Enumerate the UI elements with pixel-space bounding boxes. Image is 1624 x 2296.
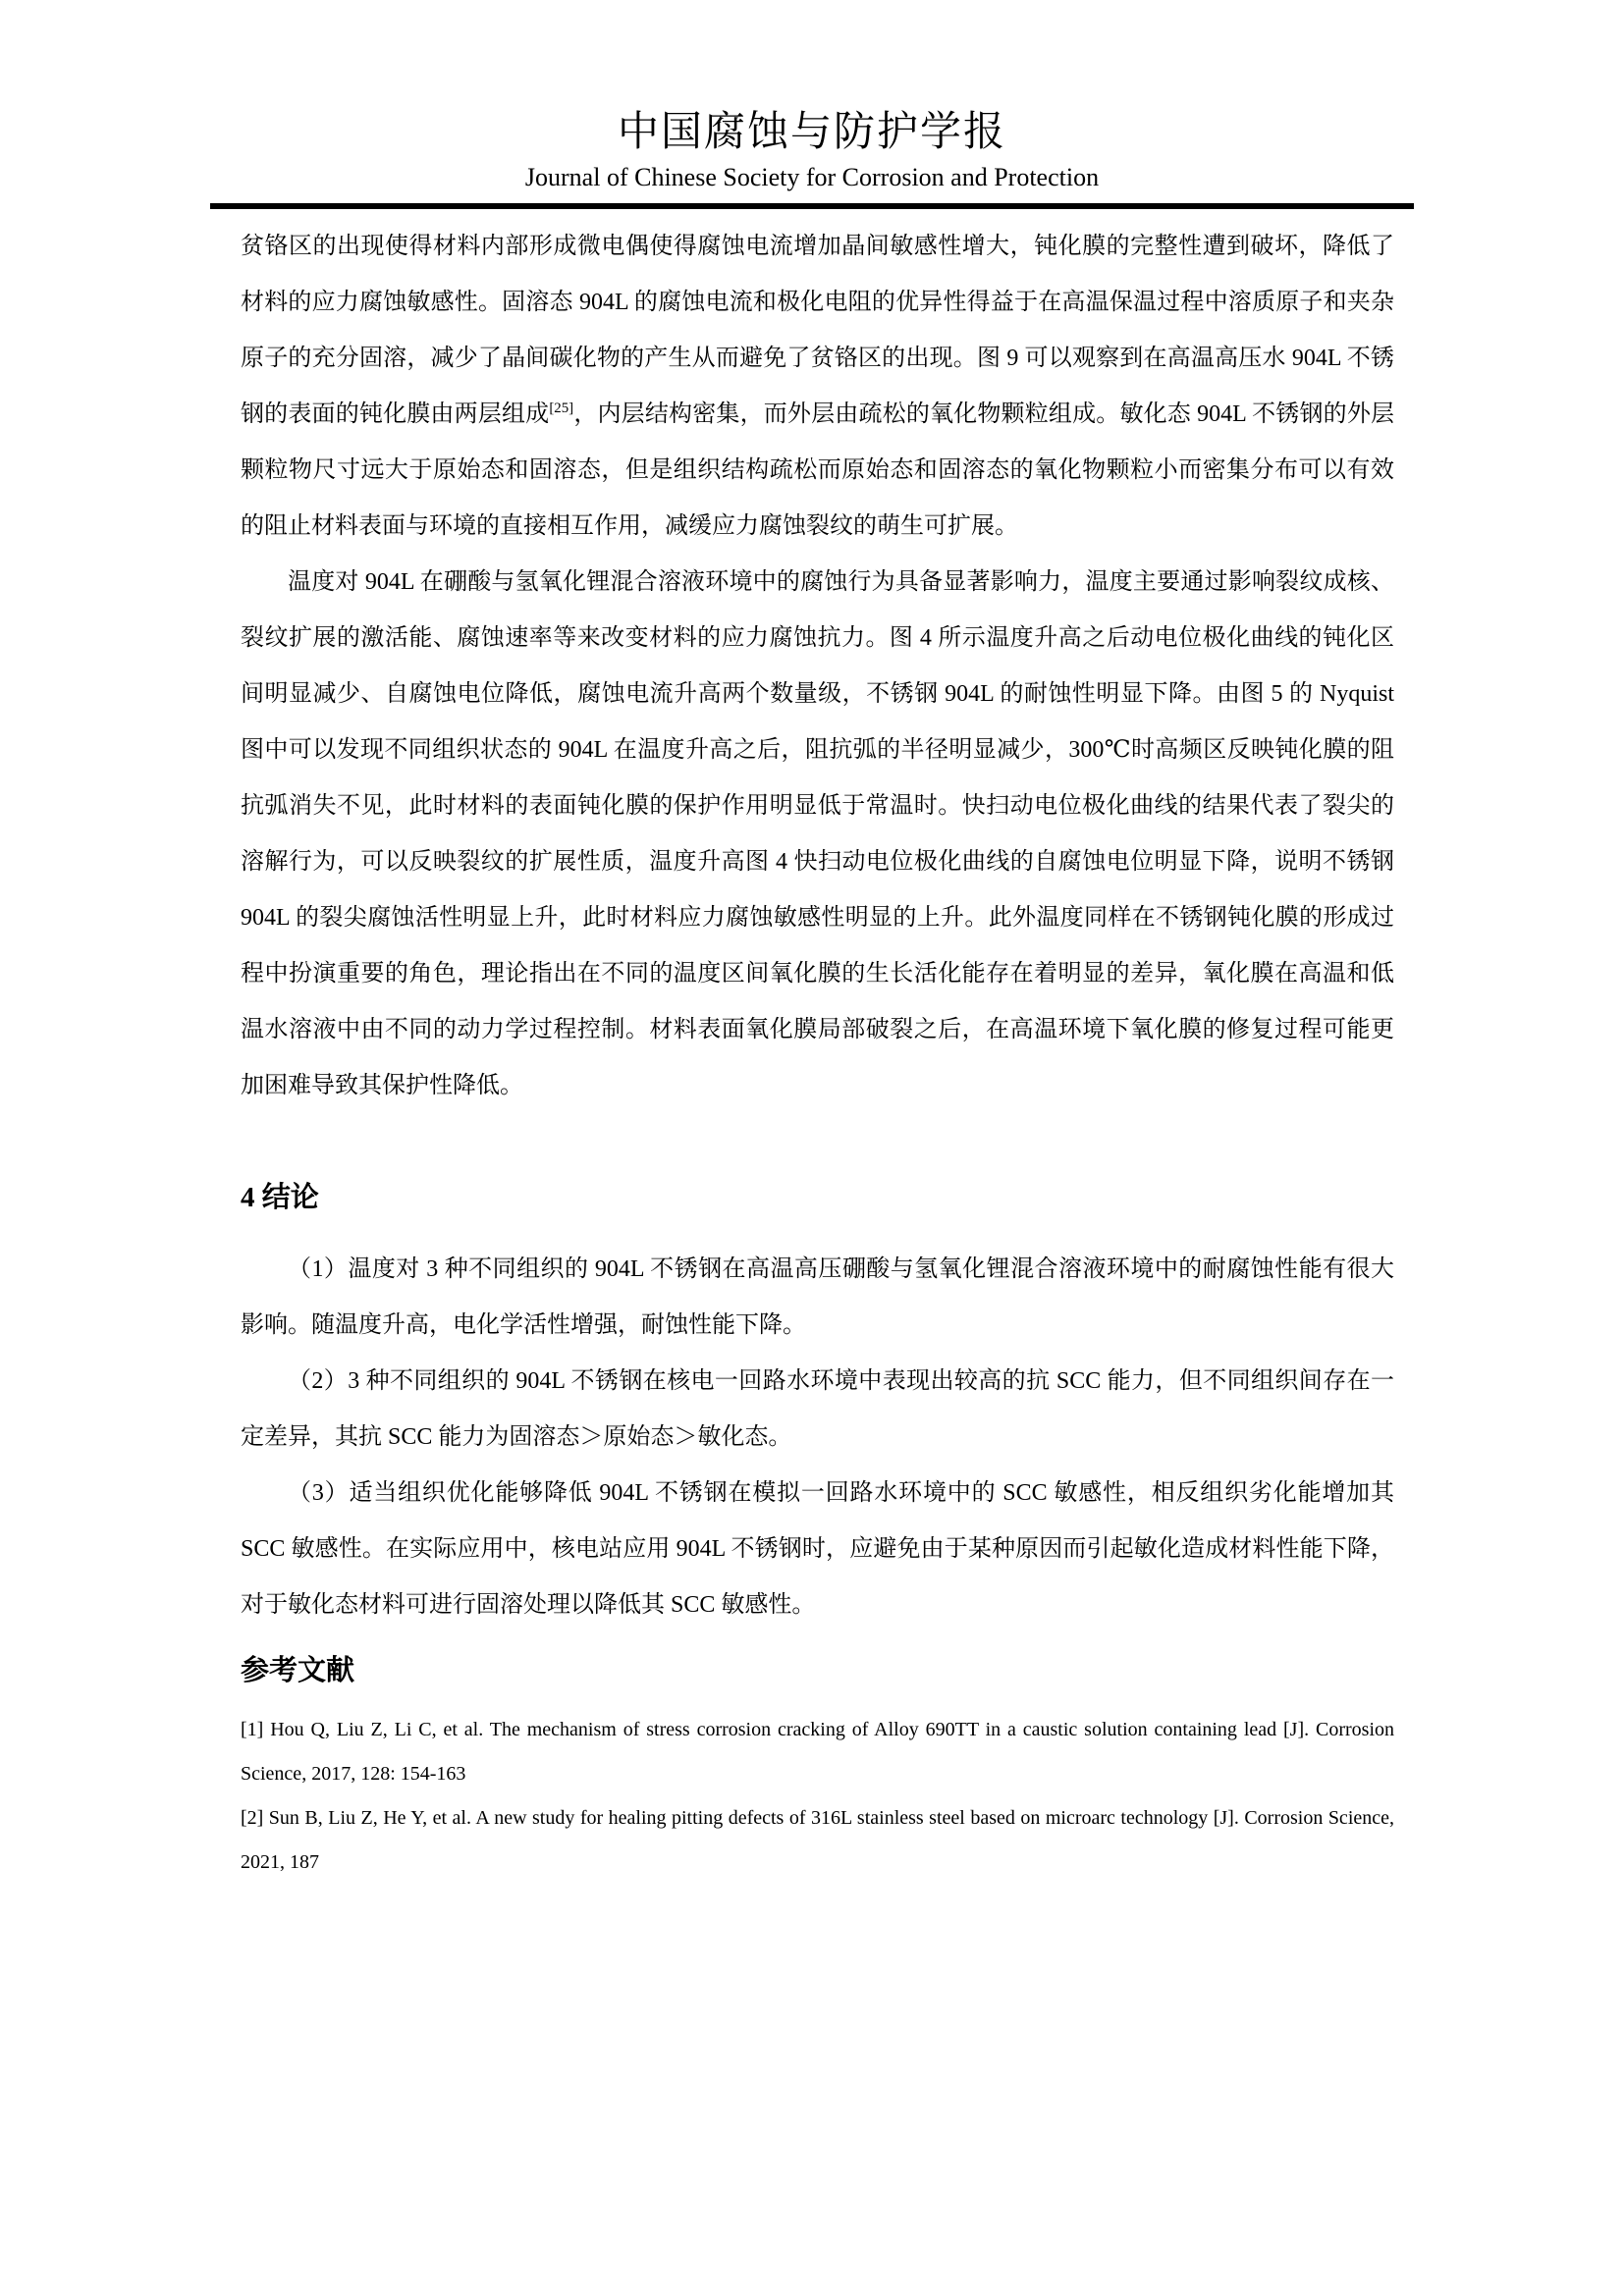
- body-paragraph-continuation: [241, 219, 1394, 555]
- references-section-heading: 参考文献: [241, 1655, 355, 1686]
- header-divider-rule: [210, 203, 1414, 209]
- citation-superscript: [25]: [549, 400, 574, 416]
- journal-title-chinese: 中国腐蚀与防护学报: [617, 110, 1006, 155]
- conclusion-section-heading: 4 结论: [241, 1182, 319, 1213]
- page-header: [0, 0, 1624, 209]
- journal-title-english: Journal of Chinese Society for Corrosion and Protection: [524, 163, 1100, 191]
- body-paragraph-temperature: 温度对 904L 在硼酸与氢氧化锂混合溶液环境中的腐蚀行为具备显著影响力，温度主要通过影响裂纹成核、裂纹扩展的激活能、腐蚀速率等来改变材料的应力腐蚀抗力。图 4 所示温度升高之后动电位极化曲线的钝化区间明显减少、自腐蚀电位降低，腐蚀电流升高两个数量级，不锈钢 904L 的耐蚀性明显下降。由图 5 的 Nyquist 图中可以发现不同组织状态的 904L 在温度升高之后，阻抗弧的半径明显减少，300℃时高频区反映钝化膜的阻抗弧消失不见，此时材料的表面钝化膜的保护作用明显低于常温时。快扫动电位极化曲线的结果代表了裂尖的溶解行为，可以反映裂纹的扩展性质，温度升高图 4 快扫动电位极化曲线的自腐蚀电位明显下降，说明不锈钢 904L 的裂尖腐蚀活性明显上升，此时材料应力腐蚀敏感性明显的上升。此外温度同样在不锈钢钝化膜的形成过程中扮演重要的角色，理论指出在不同的温度区间氧化膜的生长活化能存在着明显的差异，氧化膜在高温和低温水溶液中由不同的动力学过程控制。材料表面氧化膜局部破裂之后，在高温环境下氧化膜的修复过程可能更加困难导致其保护性降低。: [241, 569, 1394, 1098]
- page-content: [241, 219, 1394, 1885]
- conclusion-item-3: （3）适当组织优化能够降低 904L 不锈钢在模拟一回路水环境中的 SCC 敏感性，相反组织劣化能增加其 SCC 敏感性。在实际应用中，核电站应用 904L 不锈钢时，应避免由于某种原因而引起敏化造成材料性能下降，对于敏化态材料可进行固溶处理以降低其 SCC 敏感性。: [241, 1480, 1394, 1618]
- reference-item-2: [2] Sun B, Liu Z, He Y, et al. A new study for healing pitting defects of 316L stainless steel based on microarc technology [J]. Corrosion Science, 2021, 187: [241, 1807, 1394, 1873]
- paragraph-text: ，内层结构密集，而外层由疏松的氧化物颗粒组成。敏化态 904L 不锈钢的外层颗粒物尺寸远大于原始态和固溶态，但是组织结构疏松而原始态和固溶态的氧化物颗粒小而密集分布可以有效的阻止材料表面与环境的直接相互作用，减缓应力腐蚀裂纹的萌生可扩展。: [241, 401, 1395, 539]
- reference-item-1: [1] Hou Q, Liu Z, Li C, et al. The mechanism of stress corrosion cracking of Alloy 690TT in a caustic solution containing lead [J]. Corrosion Science, 2017, 128: 154-163: [241, 1719, 1394, 1785]
- conclusion-item-1: （1）温度对 3 种不同组织的 904L 不锈钢在高温高压硼酸与氢氧化锂混合溶液环境中的耐腐蚀性能有很大影响。随温度升高，电化学活性增强，耐蚀性能下降。: [241, 1256, 1394, 1338]
- paragraph-text: 贫铬区的出现使得材料内部形成微电偶使得腐蚀电流增加晶间敏感性增大，钝化膜的完整性遭到破坏，降低了材料的应力腐蚀敏感性。固溶态 904L 的腐蚀电流和极化电阻的优异性得益于在高温保温过程中溶质原子和夹杂原子的充分固溶，减少了晶间碳化物的产生从而避免了贫铬区的出现。图 9 可以观察到在高温高压水 904L 不锈钢的表面的钝化膜由两层组成: [241, 234, 1394, 427]
- conclusion-item-2: （2）3 种不同组织的 904L 不锈钢在核电一回路水环境中表现出较高的抗 SCC 能力，但不同组织间存在一定差异，其抗 SCC 能力为固溶态＞原始态＞敏化态。: [241, 1368, 1394, 1450]
